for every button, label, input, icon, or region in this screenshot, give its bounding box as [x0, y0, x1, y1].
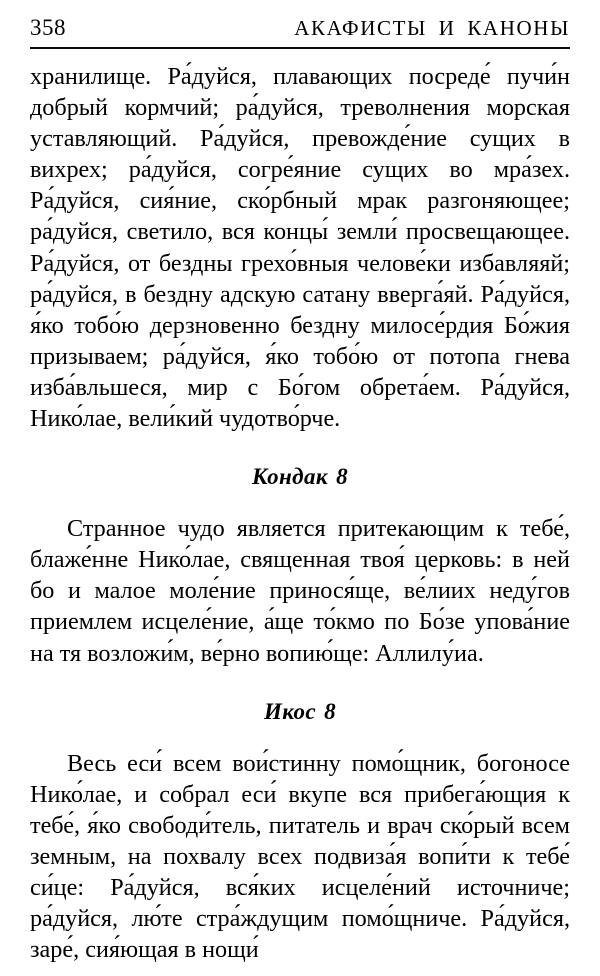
section-heading-ikos-8: Икос 8 [263, 698, 337, 724]
running-head [30, 0, 570, 46]
spacer [30, 492, 570, 513]
section-heading-kondak-8: Кондак 8 [251, 464, 348, 490]
spacer [30, 669, 570, 696]
spacer [30, 434, 570, 461]
paragraph-kondak-8: Странное чудо является притекающим к тебе́, блаже́нне Нико́лае, священная твоя́ церковь: в ней бо и малое моле́ние принося́ще, ве́лиих неду́гов приемлем исцеле́ние, а́ще то́кмо по Бо́зе упова́ние на тя возложи́м, ве́рно вопию́ще: Аллилу́иа. [30, 515, 570, 667]
body-text [30, 49, 570, 965]
page-number: 358 [30, 15, 66, 40]
paragraph-continued: хранилище. Ра́дуйся, плавающих посреде́ пучи́н добрый кормчий; ра́дуйся, треволнения морская уставляющий. Ра́дуйся, превожде́ние сущих в вихрех; ра́дуйся, согре́яние сущих во мра́зех. Ра́дуйся, сия́ние, ско́рбный мрак разгоняющее; ра́дуйся, светило, вся концы́ земли́ просвещающее. Ра́дуйся, от бездны грехо́вныя челове́ки избавляяй; ра́дуйся, в бездну адскую сатану вверга́яй. Ра́дуйся, я́ко тобо́ю дерзновенно бездну милосе́рдия Бо́жия призываем; ра́дуйся, я́ко тобо́ю от потопа гнева изба́вльшеся, мир с Бо́гом обрета́ем. Ра́дуйся, Нико́лае, вели́кий чудотво́рче. [30, 63, 570, 433]
spacer [30, 727, 570, 748]
paragraph-ikos-8: Весь еси́ всем вои́стинну помо́щник, богоносе Нико́лае, и собрал еси́ вкупе вся прибега́ющия к тебе́, я́ко свободи́тель, питатель и врач ско́рый всем земным, на похвалу всех подвиза́я вопи́ти к тебе́ си́це: Ра́дуйся, вся́ких исцеле́ний источниче; ра́дуйся, лю́те стра́ждущим помо́щниче. Ра́дуйся, заре́, сия́ющая в нощи́ [30, 749, 570, 964]
running-head-title: АКАФИСТЫ И КАНОНЫ [294, 16, 570, 40]
